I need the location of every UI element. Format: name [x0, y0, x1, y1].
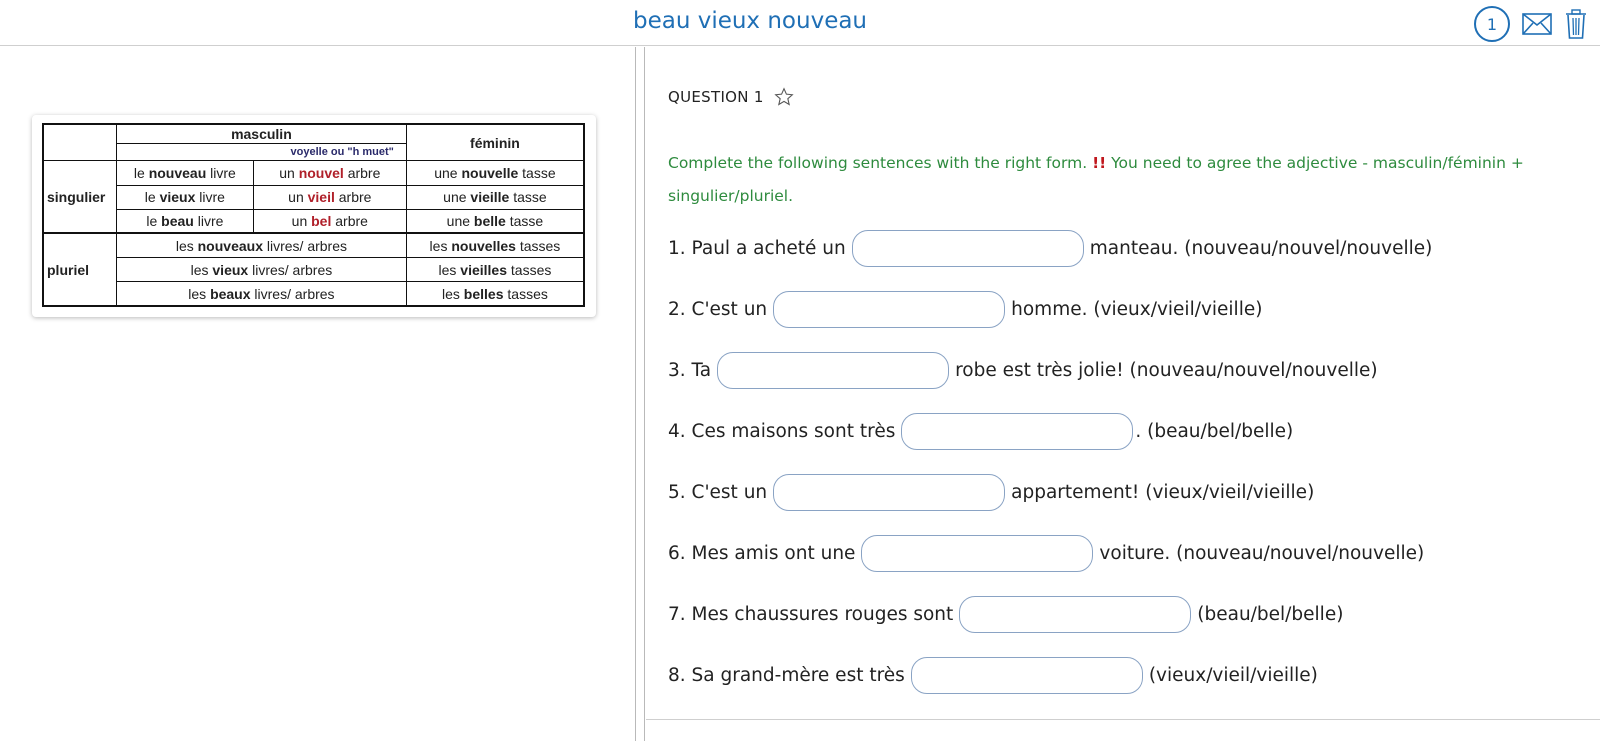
row-pluriel: pluriel: [43, 233, 116, 306]
answer-input-6[interactable]: [861, 535, 1093, 572]
answer-input-8[interactable]: [911, 657, 1143, 694]
header-actions: [1474, 6, 1600, 42]
answer-input-3[interactable]: [717, 352, 949, 389]
page-title: beau vieux nouveau: [632, 8, 868, 34]
grammar-table-card: [32, 115, 596, 317]
table-cell: une belle tasse: [406, 209, 584, 233]
top-bar: [0, 0, 1600, 46]
header-masculin: masculin: [116, 124, 406, 144]
sentence-1: 1. Paul a acheté un manteau. (nouveau/nouvel/nouvelle): [668, 230, 1432, 267]
sentence-2: 2. C'est un homme. (vieux/vieil/vieille): [668, 291, 1262, 328]
table-cell: un bel arbre: [253, 209, 406, 233]
sentence-5: 5. C'est un appartement! (vieux/vieil/vieille): [668, 474, 1314, 511]
star-icon[interactable]: [774, 87, 794, 107]
sentence-8: 8. Sa grand-mère est très (vieux/vieil/vieille): [668, 657, 1318, 694]
answer-input-5[interactable]: [773, 474, 1005, 511]
question-counter-badge[interactable]: 1: [1474, 6, 1510, 42]
sentence-4: 4. Ces maisons sont très . (beau/bel/belle): [668, 413, 1293, 450]
table-cell: les belles tasses: [406, 282, 584, 306]
answer-input-1[interactable]: [852, 230, 1084, 267]
table-cell: les nouvelles tasses: [406, 233, 584, 257]
header-feminin: féminin: [406, 124, 584, 161]
sentence-6: 6. Mes amis ont une voiture. (nouveau/nouvel/nouvelle): [668, 535, 1424, 572]
reference-pane: [0, 47, 635, 741]
row-singulier: singulier: [43, 161, 116, 234]
answer-input-2[interactable]: [773, 291, 1005, 328]
mail-icon[interactable]: [1522, 13, 1552, 35]
question-instruction: Complete the following sentences with the right form. !! You need to agree the adjective - masculin/féminin + singulier/pluriel.: [668, 154, 1524, 205]
table-cell: les vieux livres/ arbres: [116, 258, 406, 282]
answer-input-7[interactable]: [959, 596, 1191, 633]
table-cell: une vieille tasse: [406, 185, 584, 209]
question-pane: [646, 47, 1600, 741]
question-label: QUESTION 1: [668, 88, 764, 106]
sentence-3: 3. Ta robe est très jolie! (nouveau/nouvel/nouvelle): [668, 352, 1378, 389]
grammar-table: [42, 123, 585, 307]
question-header: [668, 87, 794, 107]
table-cell: un nouvel arbre: [253, 161, 406, 185]
table-cell: un vieil arbre: [253, 185, 406, 209]
table-cell: le beau livre: [116, 209, 253, 233]
table-cell: les vieilles tasses: [406, 258, 584, 282]
sentence-7: 7. Mes chaussures rouges sont (beau/bel/belle): [668, 596, 1343, 633]
pane-resize-handle[interactable]: [635, 47, 645, 741]
footer-divider: [646, 719, 1600, 720]
table-cell: le nouveau livre: [116, 161, 253, 185]
table-corner-cell: [43, 124, 116, 161]
table-cell: les beaux livres/ arbres: [116, 282, 406, 306]
table-cell: une nouvelle tasse: [406, 161, 584, 185]
answer-input-4[interactable]: [901, 413, 1133, 450]
table-cell: les nouveaux livres/ arbres: [116, 233, 406, 257]
trash-icon[interactable]: [1564, 9, 1588, 39]
table-cell: le vieux livre: [116, 185, 253, 209]
header-masculin-sub: voyelle ou "h muet": [116, 144, 406, 161]
